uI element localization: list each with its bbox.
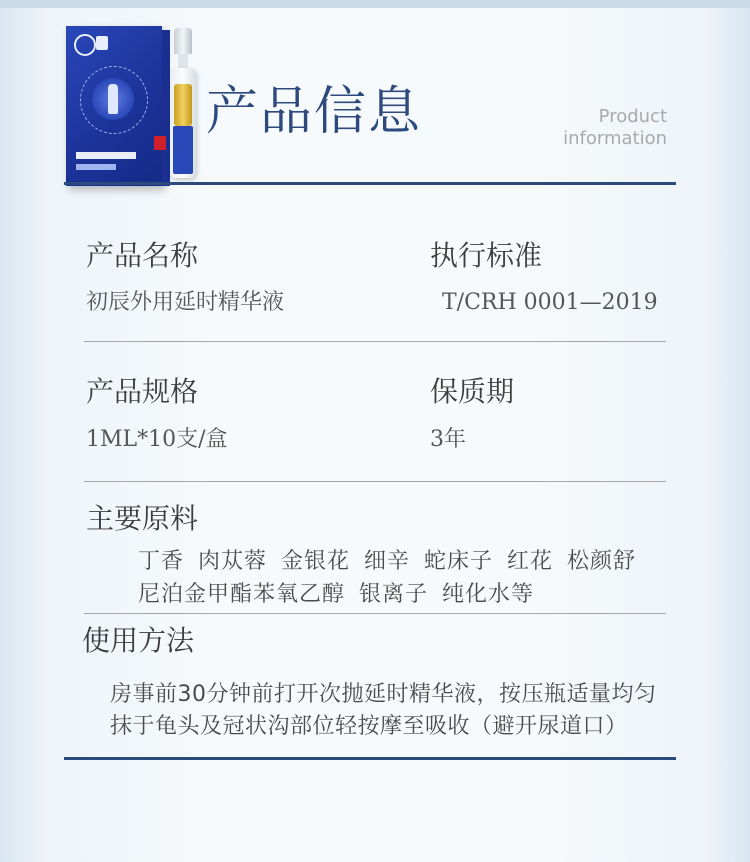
spec-label: 产品规格 [86, 375, 199, 408]
usage-line: 房事前30分钟前打开次抛延时精华液，按压瓶适量均匀 [110, 682, 657, 707]
page-title: 产品信息 [206, 82, 423, 142]
ingredients-line: 尼泊金甲酯苯氧乙醇 银离子 纯化水等 [138, 582, 534, 607]
usage-line: 抹于龟头及冠状沟部位轻按摩至吸收（避开尿道口） [110, 714, 628, 739]
standard-value: T/CRH 0001—2019 [442, 290, 658, 315]
bottle-icon [108, 84, 118, 114]
standard-label: 执行标准 [430, 239, 543, 272]
brand-logo-icon [74, 34, 96, 56]
usage-label: 使用方法 [82, 624, 195, 657]
product-name-label: 产品名称 [86, 239, 199, 272]
divider [84, 613, 666, 614]
header-divider [64, 182, 676, 185]
ingredients-label: 主要原料 [86, 502, 199, 535]
divider [84, 481, 666, 482]
top-strip [0, 0, 750, 8]
page-subtitle: Product information [563, 106, 667, 149]
vial-image [166, 28, 200, 178]
footer-divider [64, 757, 676, 760]
product-name-value: 初辰外用延时精华液 [86, 290, 285, 315]
spec-value: 1ML*10支/盒 [86, 427, 228, 452]
shelf-life-value: 3年 [430, 427, 466, 452]
divider [84, 341, 666, 342]
product-box-image [66, 26, 162, 186]
shelf-life-label: 保质期 [430, 375, 515, 408]
ingredients-line: 丁香 肉苁蓉 金银花 细辛 蛇床子 红花 松颜舒 [138, 549, 636, 574]
